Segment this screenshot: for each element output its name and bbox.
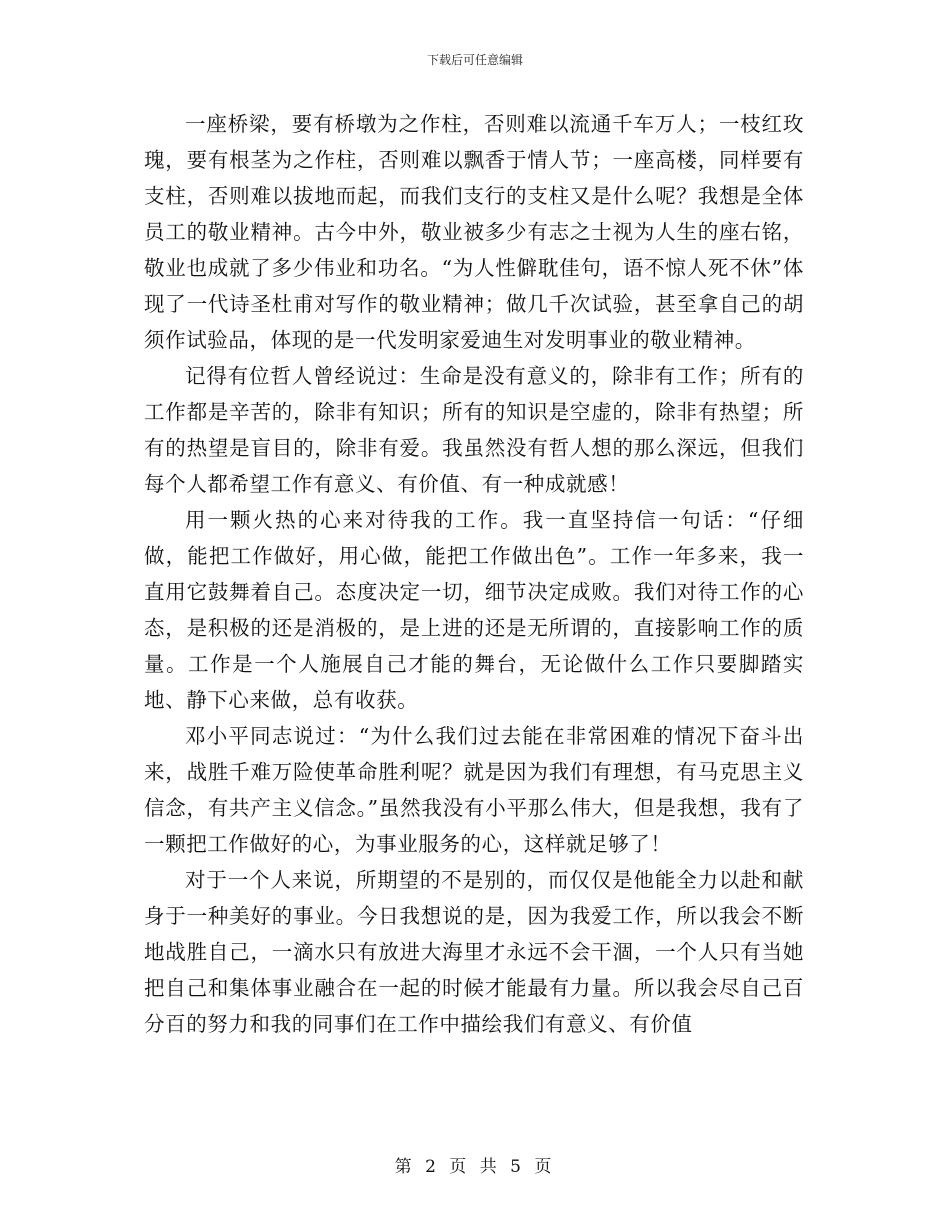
page-header: 下载后可任意编辑 <box>426 53 523 67</box>
paragraph-deng-xiaoping: 邓小平同志说过：“为什么我们过去能在非常困难的情况下奋斗出来，战胜千难万险使革命胜利呢？就是因为我们有理想，有马克思主义信念，有共产主义信念。”虽然我没有小平那么伟大，但是我想，我有了一颗把工作做好的心，为事业服务的心，这样就足够了！ <box>144 724 804 856</box>
page-footer: 第 2 页 共 5 页 <box>394 1157 556 1177</box>
paragraph-philosopher: 记得有位哲人曾经说过：生命是没有意义的，除非有工作；所有的工作都是辛苦的，除非有知识；所有的知识是空虚的，除非有热望；所有的热望是盲目的，除非有爱。我虽然没有哲人想的那么深远，但我们每个人都希望工作有意义、有价值、有一种成就感！ <box>144 364 804 496</box>
paragraph-passion: 用一颗火热的心来对待我的工作。我一直坚持信一句话：“仔细做，能把工作做好，用心做，能把工作做出色”。工作一年多来，我一直用它鼓舞着自己。态度决定一切，细节决定成败。我们对待工作的心态，是积极的还是消极的，是上进的还是无所谓的，直接影响工作的质量。工作是一个人施展自己才能的舞台，无论做什么工作只要脚踏实地、静下心来做，总有收获。 <box>144 508 804 712</box>
paragraph-bridge: 一座桥梁，要有桥墩为之作柱，否则难以流通千车万人；一枝红玫瑰，要有根茎为之作柱，否则难以飘香于情人节；一座高楼，同样要有支柱，否则难以拔地而起，而我们支行的支柱又是什么呢？我想是全体员工的敬业精神。古今中外，敬业被多少有志之士视为人生的座右铭，敬业也成就了多少伟业和功名。“为人性僻耽佳句，语不惊人死不休”体现了一代诗圣杜甫对写作的敬业精神；做几千次试验，甚至拿自己的胡须作试验品，体现的是一代发明家爱迪生对发明事业的敬业精神。 <box>144 112 804 352</box>
paragraph-dedication: 对于一个人来说，所期望的不是别的，而仅仅是他能全力以赴和献身于一种美好的事业。今日我想说的是，因为我爱工作，所以我会不断地战胜自己，一滴水只有放进大海里才永远不会干涸，一个人只有当她把自己和集体事业融合在一起的时候才能最有力量。所以我会尽自己百分百的努力和我的同事们在工作中描绘我们有意义、有价值 <box>144 868 804 1036</box>
document-body <box>144 106 804 1042</box>
